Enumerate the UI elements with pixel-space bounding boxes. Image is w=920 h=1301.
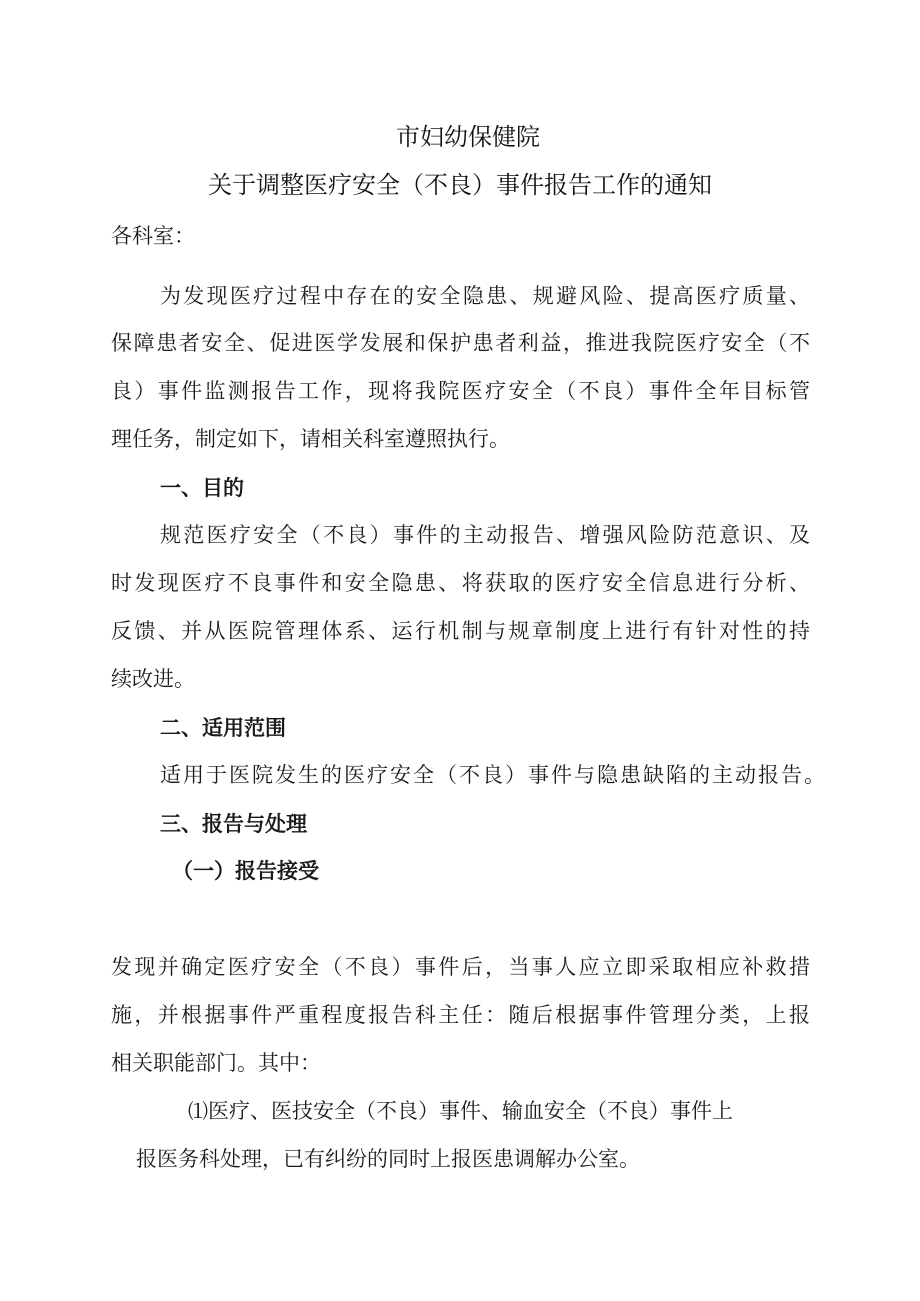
intro-line-1: 为发现医疗过程中存在的安全隐患、规避风险、提高医疗质量、 xyxy=(160,284,810,308)
org-title: 市妇幼保健院 xyxy=(396,123,540,151)
intro-line-2: 保障患者安全、促进医学发展和保护患者利益，推进我院医疗安全（不 xyxy=(111,331,810,355)
subsection-1-line-1: 发现并确定医疗安全（不良）事件后，当事人应立即采取相应补救措 xyxy=(111,955,810,979)
item-1-line-2: 报医务科处理，已有纠纷的同时上报医患调解办公室。 xyxy=(136,1147,640,1171)
section-1-line-4: 续改进。 xyxy=(111,667,195,691)
intro-line-4: 理任务，制定如下，请相关科室遵照执行。 xyxy=(111,427,510,451)
notice-title: 关于调整医疗安全（不良）事件报告工作的通知 xyxy=(208,171,712,199)
subsection-1-heading: （一）报告接受 xyxy=(172,859,319,883)
salutation: 各科室： xyxy=(111,224,195,248)
item-1-number: ⑴ xyxy=(188,1099,208,1123)
section-1-line-3: 反馈、并从医院管理体系、运行机制与规章制度上进行有针对性的持 xyxy=(111,619,810,643)
section-2-heading: 二、适用范围 xyxy=(160,716,286,740)
subsection-1-line-2: 施，并根据事件严重程度报告科主任：随后根据事件管理分类，上报 xyxy=(111,1003,810,1027)
section-2-line: 适用于医院发生的医疗安全（不良）事件与隐患缺陷的主动报告。 xyxy=(160,763,825,787)
subsection-1-line-3: 相关职能部门。其中： xyxy=(111,1051,321,1075)
section-3-heading: 三、报告与处理 xyxy=(160,812,307,836)
item-1-first-line xyxy=(188,1097,733,1125)
item-1-line-1: 医疗、医技安全（不良）事件、输血安全（不良）事件上 xyxy=(208,1099,733,1123)
section-1-heading: 一、目的 xyxy=(160,476,244,500)
section-1-line-2: 时发现医疗不良事件和安全隐患、将获取的医疗安全信息进行分析、 xyxy=(111,571,810,595)
section-1-line-1: 规范医疗安全（不良）事件的主动报告、增强风险防范意识、及 xyxy=(160,523,810,547)
intro-line-3: 良）事件监测报告工作，现将我院医疗安全（不良）事件全年目标管 xyxy=(111,379,810,403)
